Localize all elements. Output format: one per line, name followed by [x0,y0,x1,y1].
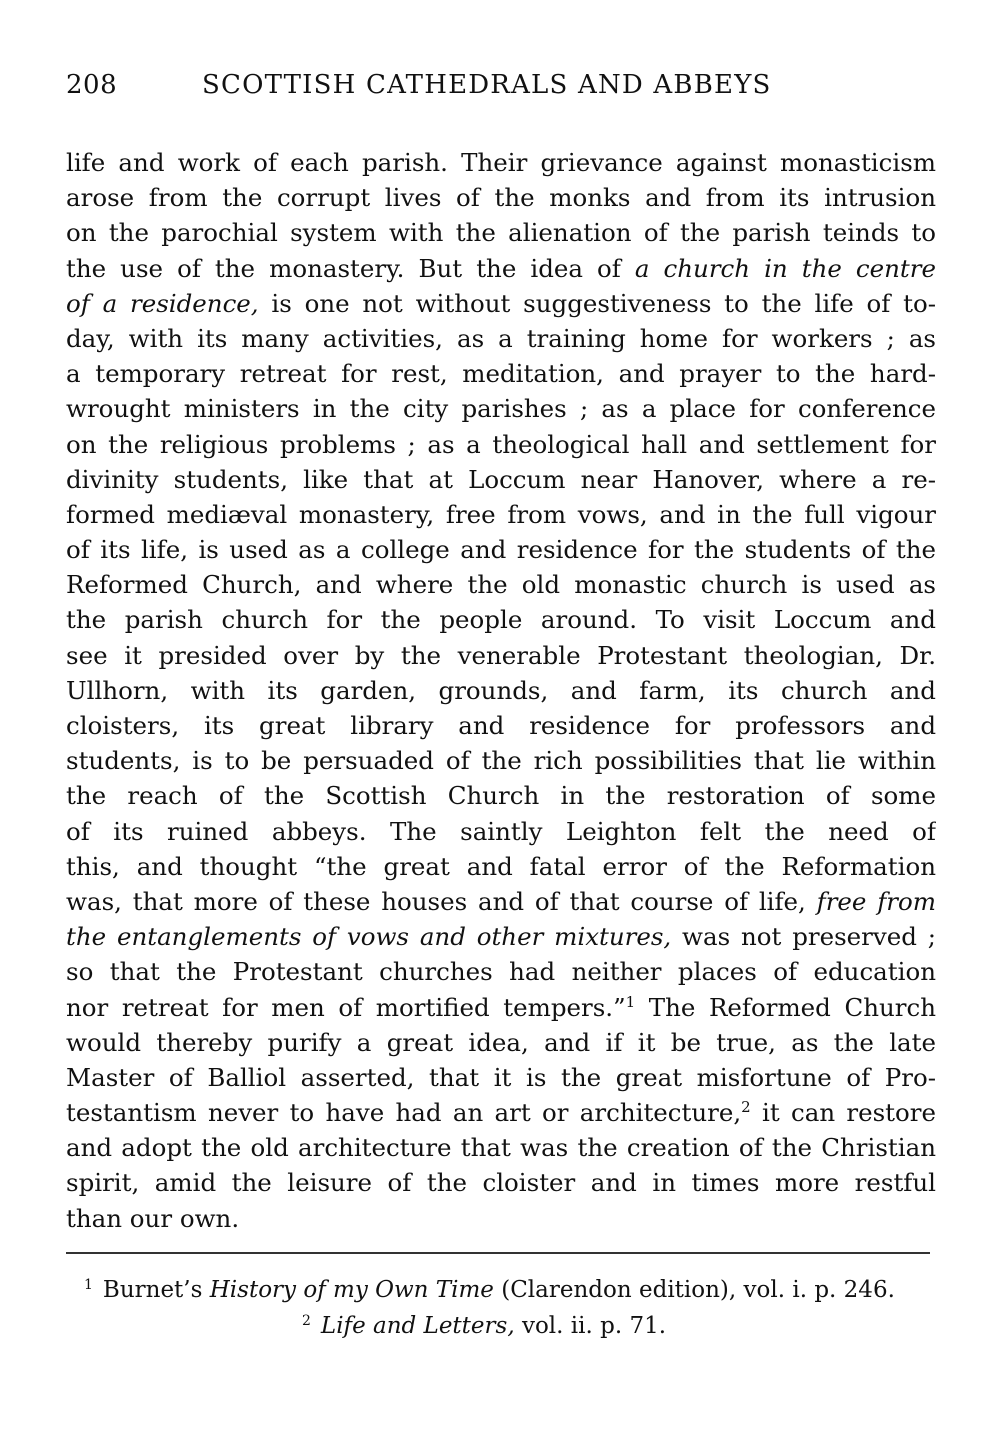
text-line: wrought ministers in the city parishes ; as a place for conference [66,394,936,424]
italic-run: of a residence, [66,288,259,318]
text-run: was not preserved ; [682,922,936,952]
text-run: vol. ii. p. 71. [521,1313,667,1339]
text-run: (Clarendon edition), vol. i. p. 246. [501,1277,895,1303]
running-head: SCOTTISH CATHEDRALS AND ABBEYS [202,70,772,100]
text-line: of its life, is used as a college and residence for the students of the [66,535,936,565]
text-line: and adopt the old architecture that was the creation of the Christian [66,1133,936,1163]
text-line: on the religious problems ; as a theological hall and settlement for [66,429,936,459]
italic-run: History of my Own Time [209,1277,494,1303]
text-line: formed mediæval monastery, free from vows, and in the full vigour [66,499,936,529]
footnote-mark: 1 [84,1277,93,1293]
text-run: it can restore [762,1098,936,1128]
text-run: nor retreat for men of mortified tempers.” [66,992,626,1022]
text-line: this, and thought “the great and fatal error of the Reformation [66,851,936,881]
text-line [66,990,936,1025]
text-run: was, that more of these houses and of that course of life, [66,886,806,916]
page-number: 208 [66,70,118,100]
text-run: Burnet’s [102,1277,203,1303]
text-line [66,251,936,286]
text-line: day, with its many activities, as a training home for workers ; as [66,323,936,353]
italic-run: Life and Letters, [320,1313,515,1339]
footnote-ref[interactable]: 2 [741,1098,751,1117]
text-line: students, is to be persuaded of the rich possibilities that lie within [66,746,936,776]
text-line: Reformed Church, and where the old monastic church is used as [66,570,936,600]
text-line: the parish church for the people around. To visit Loccum and [66,605,936,635]
text-run: is one not without suggestiveness to the life of to- [271,288,936,318]
text-line: see it presided over by the venerable Protestant theologian, Dr. [66,640,936,670]
body-paragraph [66,145,936,1236]
text-line: so that the Protestant churches had neither places of education [66,957,936,987]
footnote-1 [66,1272,936,1308]
italic-run: free from [816,886,936,916]
text-run: The Reformed Church [648,992,936,1022]
text-line: arose from the corrupt lives of the monks and from its intrusion [66,183,936,213]
text-line: life and work of each parish. Their grievance against monasticism [66,148,936,177]
page-header [66,70,936,110]
footnote-mark: 2 [302,1313,311,1329]
italic-run: the entanglements of vows and other mixtures, [66,922,672,952]
text-line: Master of Balliol asserted, that it is the great misfortune of Pro- [66,1062,936,1092]
text-line: than our own. [66,1203,240,1233]
text-run: the use of the monastery. But the idea of [66,253,621,283]
text-line: would thereby purify a great idea, and if it be true, as the late [66,1027,936,1057]
text-line: Ullhorn, with its garden, grounds, and farm, its church and [66,675,936,705]
text-line: spirit, amid the leisure of the cloister and in times more restful [66,1168,936,1198]
text-line [66,1095,936,1130]
text-line [66,919,936,954]
text-line [66,884,936,919]
text-line [66,286,936,321]
text-line: cloisters, its great library and residence for professors and [66,711,936,740]
footnote-ref[interactable]: 1 [625,992,636,1011]
text-line: of its ruined abbeys. The saintly Leighton felt the need of [66,816,936,846]
text-line: the reach of the Scottish Church in the restoration of some [66,781,936,811]
text-line: divinity students, like that at Loccum near Hanover, where a re- [66,464,936,494]
footnote-2 [66,1308,936,1344]
footnote-divider [66,1252,930,1254]
text-line: on the parochial system with the alienation of the parish teinds to [66,218,936,248]
text-line: a temporary retreat for rest, meditation, and prayer to the hard- [66,359,936,389]
footnotes [66,1272,936,1344]
text-run: testantism never to have had an art or architecture, [66,1098,742,1128]
italic-run: a church in the centre [634,253,936,283]
